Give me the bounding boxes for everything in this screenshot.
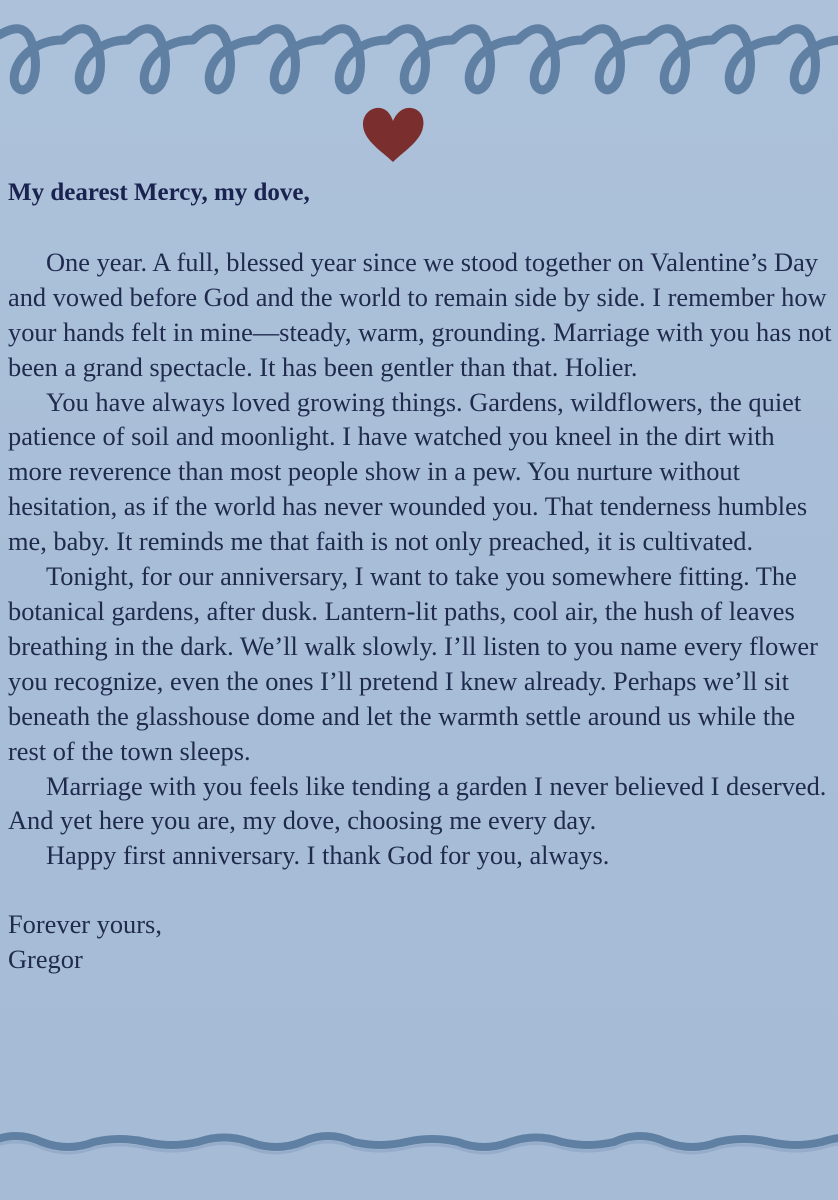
signature: Gregor — [8, 944, 83, 975]
paragraph-1: One year. A full, blessed year since we stood together on Valentine’s Day and vowed before God and the world to remain side by side. I remember how your hands felt in mine—steady, warm, grounding. Marriage with you has not been a grand spectacle. It has been gentler than that. Holier. — [8, 246, 832, 382]
top-loop-border — [0, 18, 838, 108]
letter-body — [8, 176, 834, 977]
heart-icon — [358, 104, 428, 166]
paragraph-5: Happy first anniversary. I thank God for you, always. — [46, 840, 610, 871]
closing-block — [8, 907, 834, 977]
paragraph-3: Tonight, for our anniversary, I want to take you somewhere fitting. The botanical gardens, after dusk. Lantern-lit paths, cool air, the hush of leaves breathing in the dark. We’ll walk slowly. I’ll listen to you name every flower you recognize, even the ones I’ll pretend I knew already. Perhaps we’ll sit beneath the glasshouse dome and let the warmth settle around us while the rest of the town sleeps. — [8, 561, 818, 766]
paragraph-2: You have always loved growing things. Gardens, wildflowers, the quiet patience of soil and moonlight. I have watched you kneel in the dirt with more reverence than most people show in a pew. You nurture without hesitation, as if the world has never wounded you. That tenderness humbles me, baby. It reminds me that faith is not only preached, it is cultivated. — [8, 386, 808, 557]
bottom-wave-border — [0, 1108, 838, 1178]
salutation: My dearest Mercy, my dove, — [8, 179, 310, 206]
paragraph-4: Marriage with you feels like tending a garden I never believed I deserved. And yet here you are, my dove, choosing me every day. — [8, 770, 827, 836]
closing-line: Forever yours, — [8, 909, 162, 940]
